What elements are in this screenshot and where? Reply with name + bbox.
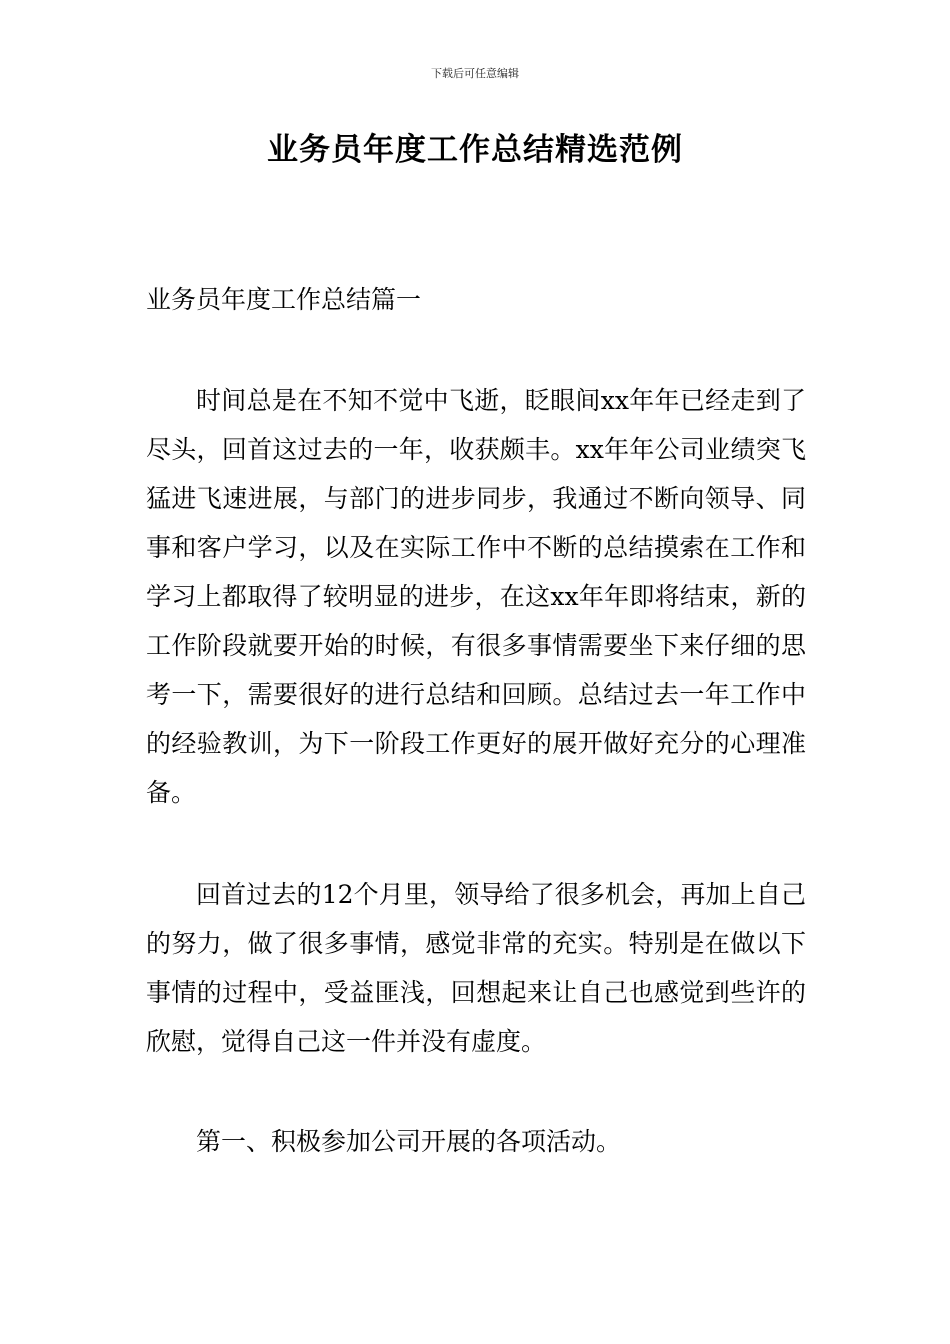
paragraph: 第一、积极参加公司开展的各项活动。 [196, 1127, 622, 1156]
paragraph: 时间总是在不知不觉中飞逝，眨眼间xx年年已经走到了尽头，回首这过去的一年，收获颇丰。xx年年公司业绩突飞猛进飞速进展，与部门的进步同步，我通过不断向领导、同事和客户学习，以及在实际工作中不断的总结摸索在工作和学习上都取得了较明显的进步，在这xx年年即将结束，新的工作阶段就要开始的时候，有很多事情需要坐下来仔细的思考一下，需要很好的进行总结和回顾。总结过去一年工作中的经验教训，为下一阶段工作更好的展开做好充分的心理准备。 [146, 386, 806, 807]
header-note: 下载后可任意编辑 [431, 67, 519, 80]
section-heading: 业务员年度工作总结篇一 [146, 285, 422, 314]
document-title: 业务员年度工作总结精选范例 [267, 132, 683, 168]
paragraph: 回首过去的12个月里，领导给了很多机会，再加上自己的努力，做了很多事情，感觉非常的充实。特别是在做以下事情的过程中，受益匪浅，回想起来让自己也感觉到些许的欣慰，觉得自己这一件并没有虚度。 [146, 880, 806, 1056]
